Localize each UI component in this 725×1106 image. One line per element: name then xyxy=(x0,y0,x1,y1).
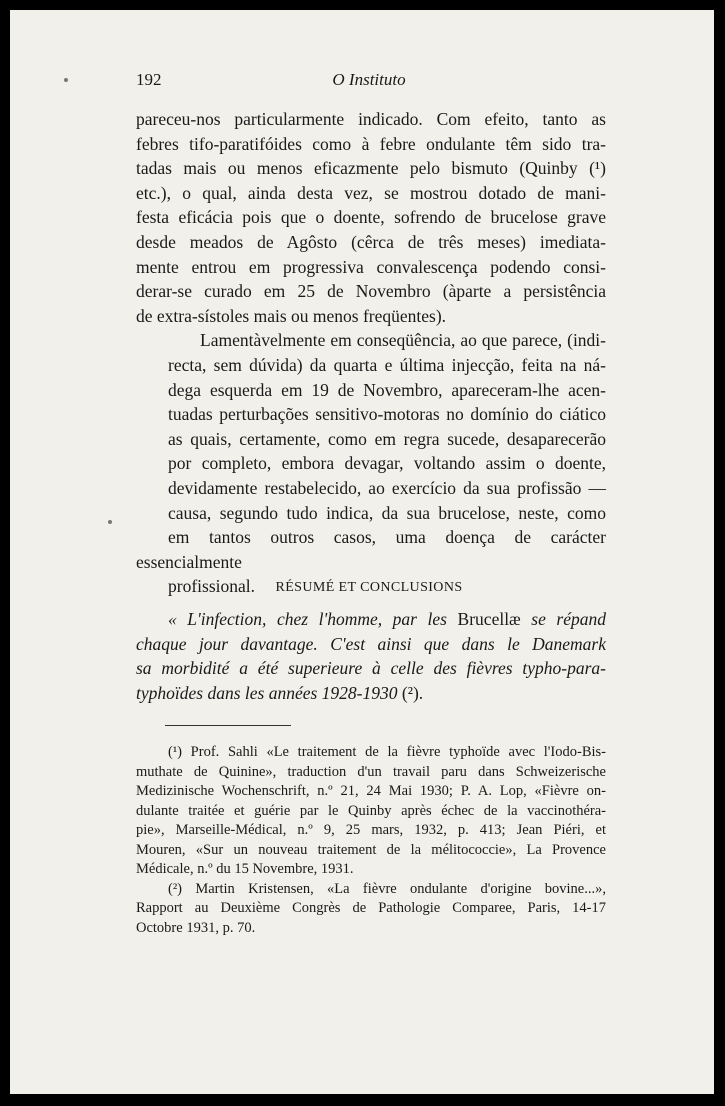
text-line: causa, segundo tudo indica, da sua brucelose, neste, como xyxy=(168,502,606,523)
section-heading: RÉSUMÉ ET CONCLUSIONS xyxy=(275,580,463,595)
text-line: desde meados de Agôsto (cêrca de três meses) imediata- xyxy=(136,231,606,252)
text-line: profissional. xyxy=(168,576,256,597)
resume-line xyxy=(136,681,606,706)
footnote-line: (¹) Prof. Sahli «Le traitement de la fièvre typhoïde avec l'Iodo-Bis- xyxy=(168,744,606,760)
footnote-ref: (²). xyxy=(401,682,424,703)
paragraph-2 xyxy=(136,328,606,599)
footnote-line: Medizinische Wochenschrift, n.º 21, 24 Mai 1930; P. A. Lop, «Fièvre on- xyxy=(136,783,606,799)
paragraph-1 xyxy=(136,107,606,328)
text-line: pareceu-nos particularmente indicado. Com efeito, tanto as xyxy=(136,109,606,129)
text-line: febres tifo-paratifóides como à febre ondulante têm sido tra- xyxy=(136,133,606,154)
resume-paragraph xyxy=(136,607,606,705)
footnote-line: pie», Marseille-Médical, n.º 9, 25 mars, 1932, p. 413; Jean Piéri, et xyxy=(136,822,606,838)
text-line: festa eficácia pois que o doente, sofrendo de brucelose grave xyxy=(136,207,606,228)
text-line: mente entrou em progressiva convalescença podendo consi- xyxy=(136,256,606,277)
text-line: as quais, certamente, como em regra sucede, desaparecerão xyxy=(168,428,606,449)
text-line: tadas mais ou menos eficazmente pelo bismuto (Quinby (¹) xyxy=(136,158,606,179)
footnote-line: muthate de Quinine», traduction d'un travail paru dans Schweizerische xyxy=(136,763,606,780)
resume-text: typhoïdes dans les années 1928-1930 xyxy=(136,682,402,703)
text-line: recta, sem dúvida) da quarta e última injecção, feita na ná- xyxy=(168,354,606,375)
text-line: dega esquerda em 19 de Novembro, apareceram-lhe acen- xyxy=(168,379,606,400)
footnote-line: (²) Martin Kristensen, «La fièvre ondulante d'origine bovine...», xyxy=(168,880,606,897)
resume-genus: Brucellæ xyxy=(457,609,521,629)
resume-line xyxy=(136,607,606,632)
page-header xyxy=(136,70,602,94)
document-page xyxy=(10,10,714,1094)
text-line: devidamente restabelecido, ao exercício da sua profissão — xyxy=(168,477,606,498)
footnote-line: Rapport au Deuxième Congrès de Pathologie Comparee, Paris, 14-17 xyxy=(136,900,606,916)
footnote-line: Médicale, n.º du 15 Novembre, 1931. xyxy=(136,861,354,877)
resume-text: « L'infection, chez l'homme, par les xyxy=(168,609,458,629)
footnote-line: Octobre 1931, p. 70. xyxy=(136,919,256,936)
body-text xyxy=(136,107,606,599)
text-line: etc.), o qual, ainda desta vez, se mostrou dotado de mani- xyxy=(136,182,606,203)
footnote-2 xyxy=(136,880,606,939)
resume-text: se répand xyxy=(520,609,607,629)
footnote-line: dulante traitée et guérie par le Quinby après échec de la vaccinothéra- xyxy=(136,802,606,819)
footnote-1 xyxy=(136,743,606,880)
footnotes xyxy=(136,743,606,938)
text-line: por completo, embora devagar, voltando assim o doente, xyxy=(168,453,606,474)
page-number: 192 xyxy=(136,70,162,89)
text-line: Lamentàvelmente em conseqüência, ao que parece, (indi- xyxy=(200,330,606,351)
resume-line: sa morbidité a été superieure à celle des fièvres typho-para- xyxy=(136,658,606,679)
paper-speck xyxy=(108,520,112,524)
footnote-divider xyxy=(165,725,291,726)
paper-speck xyxy=(64,78,68,82)
text-line: de extra-sístoles mais ou menos freqüentes). xyxy=(136,305,447,326)
text-line: derar-se curado em 25 de Novembro (àparte a persistência xyxy=(136,281,606,302)
footnote-line: Mouren, «Sur un nouveau traitement de la mélitococcie», La Provence xyxy=(136,841,606,858)
text-line: em tantos outros casos, uma doença de carácter essencialmente xyxy=(136,527,606,572)
running-title: O Instituto xyxy=(332,70,406,89)
text-line: tuadas perturbações sensitivo-motoras no domínio do ciático xyxy=(168,404,606,425)
resume-line: chaque jour davantage. C'est ainsi que dans le Danemark xyxy=(136,633,606,654)
